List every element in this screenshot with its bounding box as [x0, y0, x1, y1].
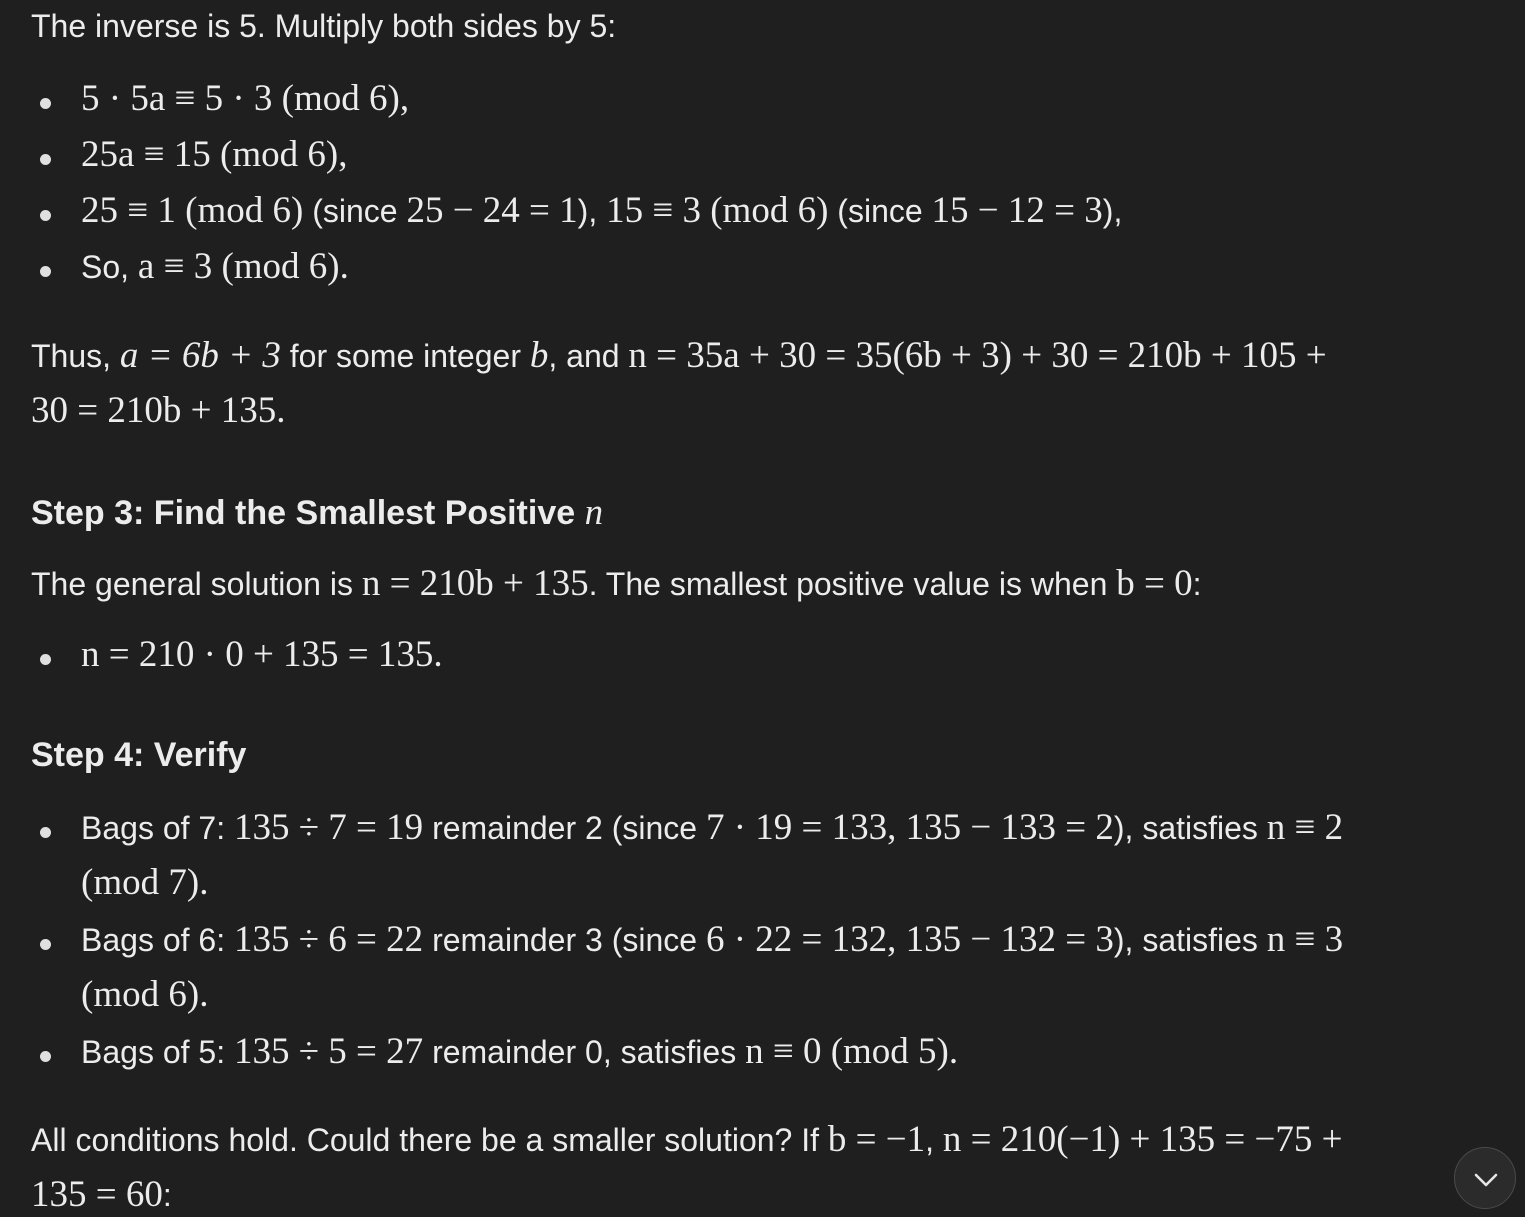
text: remainder 0, satisfies [423, 1034, 746, 1070]
text: for some integer [280, 338, 530, 374]
scroll-to-bottom-button[interactable] [1454, 1147, 1516, 1209]
math-expression: 15 ≡ 3 (mod 6) [606, 190, 829, 231]
bullet-dot [40, 827, 51, 838]
text: , and [548, 338, 629, 374]
list-item-continued [81, 976, 208, 1013]
text: . [948, 1031, 959, 1072]
bullet-dot [40, 266, 51, 277]
math-expression: 135 = 60 [31, 1174, 163, 1215]
math-expression: b = −1 [827, 1119, 926, 1160]
text: . The smallest positive value is when [588, 566, 1117, 602]
bullet-dot [40, 939, 51, 950]
heading-text: Step 4: Verify [31, 736, 247, 774]
text: All conditions hold. Could there be a smaller solution? If [31, 1122, 828, 1158]
list-item [81, 192, 1122, 229]
math-variable: n [584, 492, 604, 533]
heading-text: Step 3: Find the Smallest Positive [31, 494, 585, 532]
bullet-dot [40, 98, 51, 109]
text: . [433, 634, 443, 675]
math-expression: a ≡ 3 (mod 6) [137, 246, 340, 287]
text: Bags of 7: [81, 810, 234, 846]
text: ), satisfies [1113, 922, 1267, 958]
list-item [81, 809, 1343, 846]
math-expression: 25a ≡ 15 (mod 6), [81, 134, 348, 175]
math-expression: 25 − 24 = 1 [406, 190, 578, 231]
bullet-dot [40, 154, 51, 165]
math-expression: n ≡ 0 (mod 5) [745, 1031, 949, 1072]
math-expression: n ≡ 3 [1266, 919, 1344, 960]
paragraph-conditions [31, 1121, 1343, 1158]
paragraph-thus-continued [31, 392, 285, 429]
text: (since [303, 193, 407, 229]
math-expression: (mod 6) [81, 974, 200, 1015]
paragraph-text: The inverse is 5. Multiply both sides by 5: [31, 8, 617, 44]
list-item-continued [81, 864, 208, 901]
math-expression: n = 210 · 0 + 135 = 135 [81, 634, 434, 675]
math-expression: n = 35a + 30 = 35(6b + 3) + 30 = 210b + 105 + [628, 335, 1327, 376]
paragraph-conditions-continued [31, 1176, 172, 1213]
math-expression: 30 = 210b + 135 [31, 390, 277, 431]
bullet-dot [40, 210, 51, 221]
text: : [1192, 566, 1202, 602]
math-expression: 135 ÷ 7 = 19 [233, 807, 424, 848]
text: Bags of 5: [81, 1034, 234, 1070]
math-expression: b = 0 [1116, 563, 1193, 604]
list-item [81, 921, 1343, 958]
list-item [81, 136, 347, 173]
chevron-down-icon [1473, 1168, 1499, 1190]
math-expression: 135 ÷ 6 = 22 [233, 919, 424, 960]
text: . [199, 974, 209, 1015]
text: , [925, 1122, 943, 1158]
paragraph-general-solution [31, 565, 1202, 602]
text: Thus, [31, 338, 120, 374]
text: The general solution is [31, 566, 362, 602]
text: ), satisfies [1113, 810, 1267, 846]
text: remainder 2 (since [423, 810, 706, 846]
math-expression: n = 210(−1) + 135 = −75 + [942, 1119, 1343, 1160]
list-item [81, 80, 409, 117]
bullet-dot [40, 1051, 51, 1062]
math-expression: 25 ≡ 1 (mod 6) [81, 190, 304, 231]
text: ), [1102, 193, 1123, 229]
text: . [276, 390, 286, 431]
math-expression: a = 6b + 3 [119, 335, 281, 376]
text: Bags of 6: [81, 922, 234, 958]
bullet-dot [40, 654, 51, 665]
text: remainder 3 (since [423, 922, 706, 958]
text: . [199, 862, 209, 903]
math-variable: b [529, 335, 549, 376]
paragraph-inverse [31, 10, 616, 42]
math-expression: 135 ÷ 5 = 27 [233, 1031, 424, 1072]
text: (since [828, 193, 932, 229]
section-heading-step-4 [31, 738, 246, 772]
math-expression: . [339, 246, 349, 287]
math-expression: n ≡ 2 [1266, 807, 1344, 848]
math-expression: n = 210b + 135 [361, 563, 589, 604]
list-item [81, 1033, 958, 1070]
math-expression: 6 · 22 = 132, 135 − 132 = 3 [705, 919, 1114, 960]
section-heading-step-3 [31, 494, 603, 531]
math-expression: 5 · 5a ≡ 5 · 3 (mod 6), [81, 78, 410, 119]
text: : [162, 1177, 172, 1213]
math-expression: 7 · 19 = 133, 135 − 133 = 2 [705, 807, 1114, 848]
math-expression: 15 − 12 = 3 [931, 190, 1103, 231]
math-expression: (mod 7) [81, 862, 200, 903]
paragraph-thus [31, 337, 1327, 374]
list-item [81, 248, 349, 285]
list-item [81, 636, 443, 673]
text: So, [81, 249, 138, 285]
text: ), [577, 193, 607, 229]
